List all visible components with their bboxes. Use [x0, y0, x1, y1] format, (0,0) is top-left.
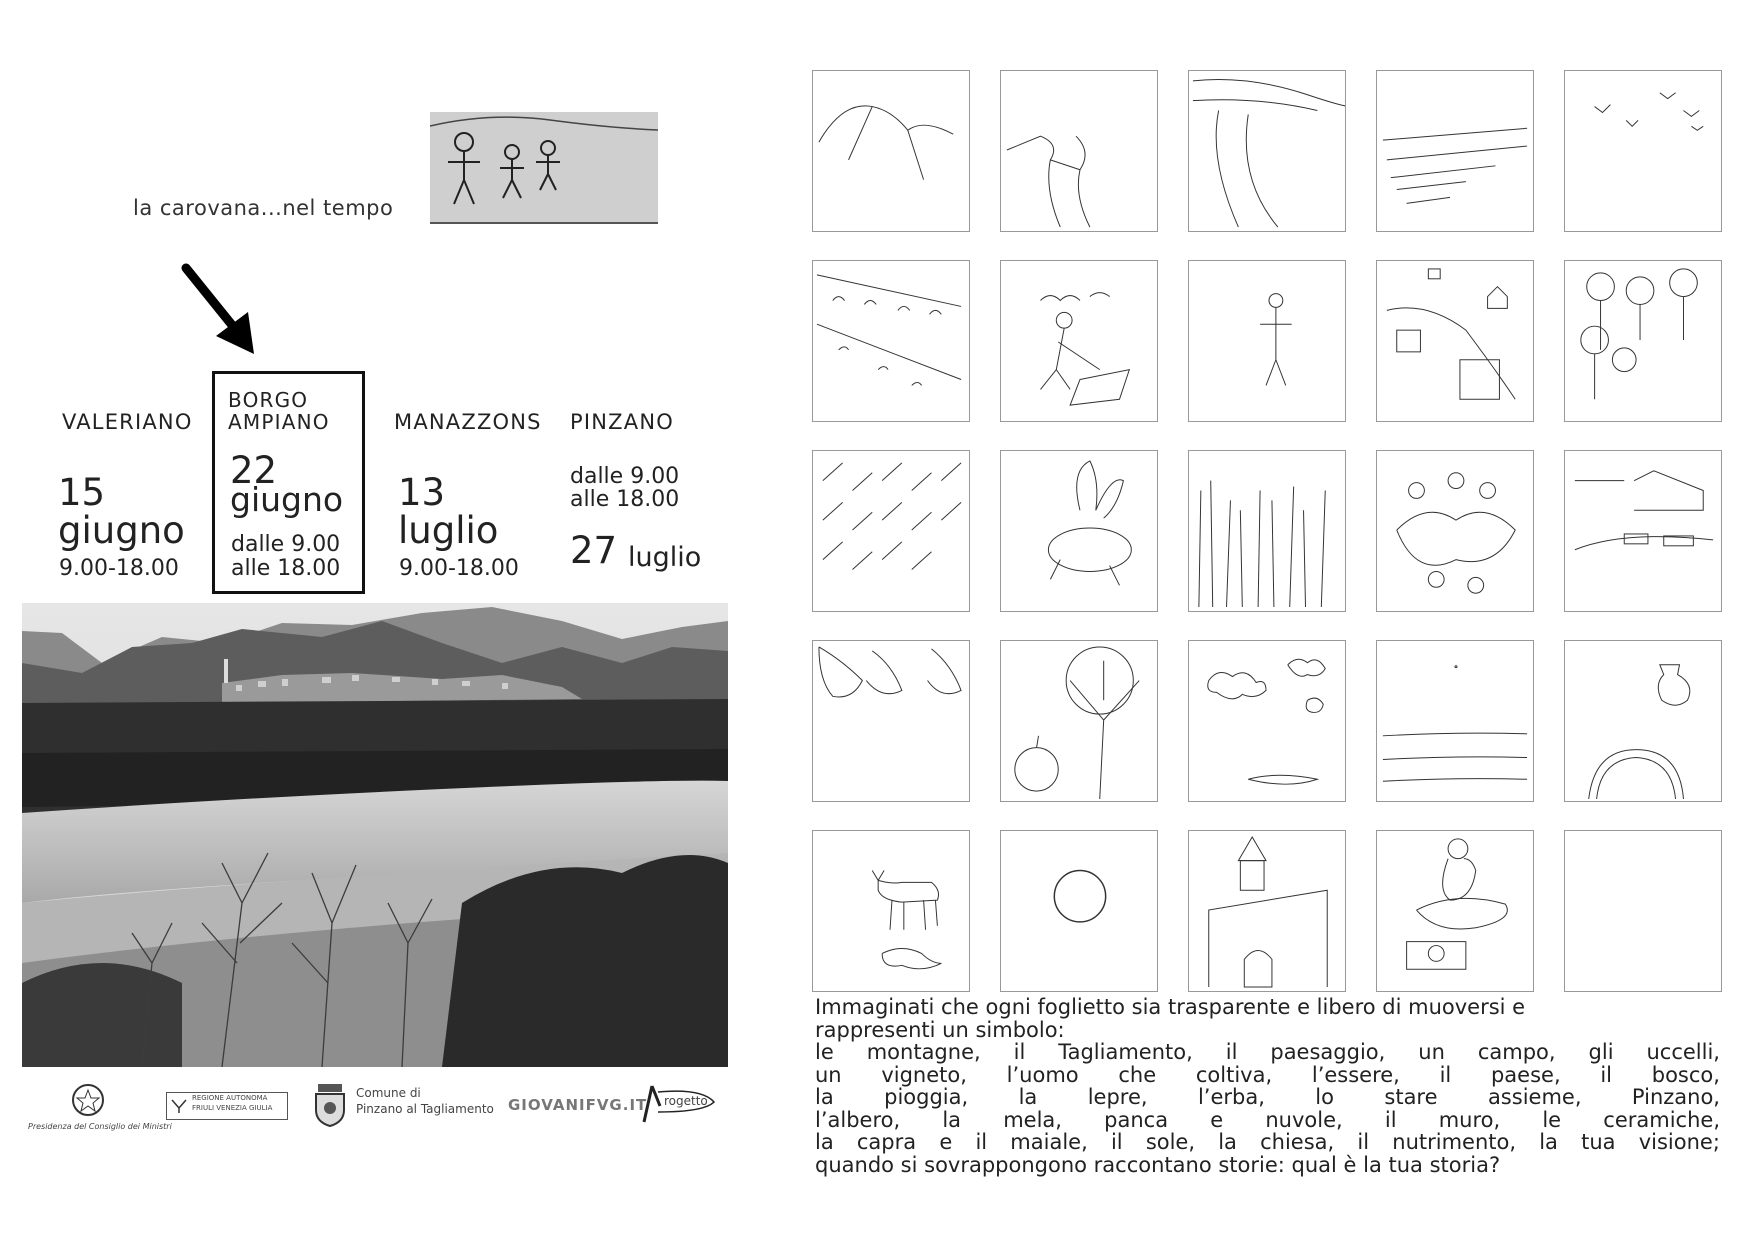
description-word: la	[815, 1085, 834, 1109]
wall-sketch	[1376, 640, 1534, 802]
description-word: Tagliamento,	[1058, 1040, 1193, 1064]
description-word: tua	[1581, 1130, 1616, 1154]
apple-tree-sketch	[1000, 640, 1158, 802]
description-word: gli	[1588, 1040, 1614, 1064]
description-word: la	[942, 1107, 962, 1132]
description-word: chiesa,	[1260, 1130, 1335, 1154]
date-month-pinzano: luglio	[628, 542, 702, 573]
grass-sketch	[1188, 450, 1346, 612]
description-word: un	[815, 1062, 842, 1087]
giovani-text: GIOVANIFVG.IT	[508, 1096, 648, 1114]
rain-sketch	[812, 450, 970, 612]
description-word: il	[1225, 1040, 1238, 1064]
caravan-stick-figures-drawing	[430, 112, 658, 224]
date-day-manazzons: 13	[398, 471, 446, 514]
description-word: che	[1118, 1062, 1157, 1087]
description-line-5	[815, 1086, 1720, 1109]
description-word: visione;	[1638, 1130, 1720, 1154]
description-word: stare	[1384, 1085, 1438, 1109]
people-gathering-sketch	[1376, 450, 1534, 612]
description-word: lepre,	[1087, 1085, 1148, 1109]
description-word: ceramiche,	[1603, 1107, 1720, 1132]
description-word: la	[1539, 1130, 1558, 1154]
landscape-photo	[22, 603, 728, 1067]
region-line2: FRIULI VENEZIA GIULIA	[192, 1104, 273, 1112]
figure-with-pig-sketch	[1376, 830, 1534, 992]
leaves-sketch	[812, 640, 970, 802]
description-word: le	[1542, 1107, 1562, 1132]
description-line-2: rappresenti un simbolo:	[815, 1017, 1065, 1042]
description-line-7	[815, 1131, 1720, 1154]
eagle-icon	[170, 1096, 188, 1114]
location-borgo: BORGO	[228, 388, 309, 412]
tagline: la carovana...nel tempo	[133, 196, 394, 220]
empty-sketch	[1564, 830, 1722, 992]
description-word: l’albero,	[815, 1107, 901, 1132]
comune-line1: Comune di	[356, 1086, 421, 1100]
description-word: l’essere,	[1311, 1062, 1400, 1087]
date-month-manazzons: luglio	[398, 509, 499, 552]
region-line1: REGIONE AUTONOMA	[192, 1094, 268, 1102]
description-word: uccelli,	[1646, 1040, 1720, 1064]
hare-sketch	[1000, 450, 1158, 612]
description-word: il	[1600, 1062, 1613, 1087]
description-word: il	[975, 1130, 988, 1154]
date-month-valeriano: giugno	[58, 509, 185, 552]
church-sketch	[1188, 830, 1346, 992]
landscape-sketch	[1188, 70, 1346, 232]
presidency-caption: Presidenza del Consiglio dei Ministri	[28, 1122, 172, 1131]
description-line-1: Immaginati che ogni foglietto sia trasparente e libero di muoversi e	[815, 995, 1526, 1019]
description-word: montagne,	[866, 1040, 981, 1064]
date-day-borgo-ampiano: 22	[230, 449, 278, 492]
description-word: il	[1110, 1130, 1123, 1154]
description-word: il	[1439, 1062, 1452, 1087]
description-word: la	[815, 1130, 834, 1154]
description-word: il	[1013, 1040, 1026, 1064]
description-word: maiale,	[1010, 1130, 1088, 1154]
goat-sketch	[812, 830, 970, 992]
description-word: vigneto,	[881, 1062, 967, 1087]
description-word: panca	[1104, 1107, 1169, 1132]
date-day-valeriano: 15	[58, 471, 106, 514]
description-word: Pinzano,	[1631, 1085, 1720, 1109]
description-word: lo	[1315, 1085, 1334, 1109]
trees-sketch	[1564, 260, 1722, 422]
description-word: le	[815, 1040, 834, 1064]
description-word: assieme,	[1487, 1085, 1582, 1109]
sun-sketch	[1000, 830, 1158, 992]
description-word: e	[1210, 1107, 1224, 1132]
description-word: sole,	[1145, 1130, 1196, 1154]
description-line-8: quando si sovrappongono raccontano storie: qual è la tua storia?	[815, 1152, 1501, 1177]
field-sketch	[1376, 70, 1534, 232]
hills-sketch	[812, 70, 970, 232]
description-line-6	[815, 1109, 1720, 1132]
description-word: campo,	[1477, 1040, 1556, 1064]
location-ampiano: AMPIANO	[228, 410, 330, 434]
river-sketch	[1000, 70, 1158, 232]
vineyard-sketch	[812, 260, 970, 422]
description-paragraph	[815, 996, 1720, 1176]
progetto-text: rogetto	[664, 1094, 708, 1108]
description-word: l’erba,	[1197, 1085, 1265, 1109]
location-pinzano: PINZANO	[570, 410, 674, 434]
description-word: e	[939, 1130, 953, 1154]
description-word: bosco,	[1651, 1062, 1720, 1087]
description-word: la	[1018, 1085, 1038, 1109]
arrow-pointer-icon	[180, 262, 262, 358]
date-month-borgo-ampiano: giugno	[230, 480, 344, 519]
pinzano-town-sketch	[1564, 450, 1722, 612]
hours-end-pinzano: alle 18.00	[570, 487, 680, 512]
stick-figure-sketch	[1188, 260, 1346, 422]
description-word: capra	[856, 1130, 917, 1154]
description-word: un	[1418, 1040, 1445, 1064]
farmer-sketch	[1000, 260, 1158, 422]
village-sketch	[1376, 260, 1534, 422]
description-line-3	[815, 1041, 1720, 1064]
description-line-4	[815, 1064, 1720, 1087]
hours-valeriano: 9.00-18.00	[59, 556, 179, 581]
comune-line2: Pinzano al Tagliamento	[356, 1102, 494, 1116]
description-word: la	[1218, 1130, 1237, 1154]
clouds-sketch	[1188, 640, 1346, 802]
description-word: muro,	[1438, 1107, 1501, 1132]
hours-end-borgo-ampiano: alle 18.00	[231, 556, 341, 581]
date-day-pinzano: 27	[570, 529, 618, 572]
hours-start-pinzano: dalle 9.00	[570, 464, 680, 489]
description-word: paese,	[1490, 1062, 1561, 1087]
description-word: mela,	[1003, 1107, 1062, 1132]
sponsor-logos	[22, 1082, 732, 1142]
emblem-icon	[68, 1082, 108, 1118]
description-word: nuvole,	[1265, 1107, 1343, 1132]
location-valeriano: VALERIANO	[62, 410, 193, 434]
description-word: pioggia,	[884, 1085, 969, 1109]
birds-sketch	[1564, 70, 1722, 232]
description-word: il	[1357, 1130, 1370, 1154]
description-word: il	[1384, 1107, 1397, 1132]
ceramics-sketch	[1564, 640, 1722, 802]
description-word: nutrimento,	[1392, 1130, 1517, 1154]
hours-manazzons: 9.00-18.00	[399, 556, 519, 581]
description-word: paesaggio,	[1270, 1040, 1386, 1064]
description-word: coltiva,	[1195, 1062, 1273, 1087]
hours-start-borgo-ampiano: dalle 9.00	[231, 532, 341, 557]
description-word: l’uomo	[1006, 1062, 1079, 1087]
coat-of-arms-icon	[312, 1082, 348, 1128]
location-manazzons: MANAZZONS	[394, 410, 542, 434]
